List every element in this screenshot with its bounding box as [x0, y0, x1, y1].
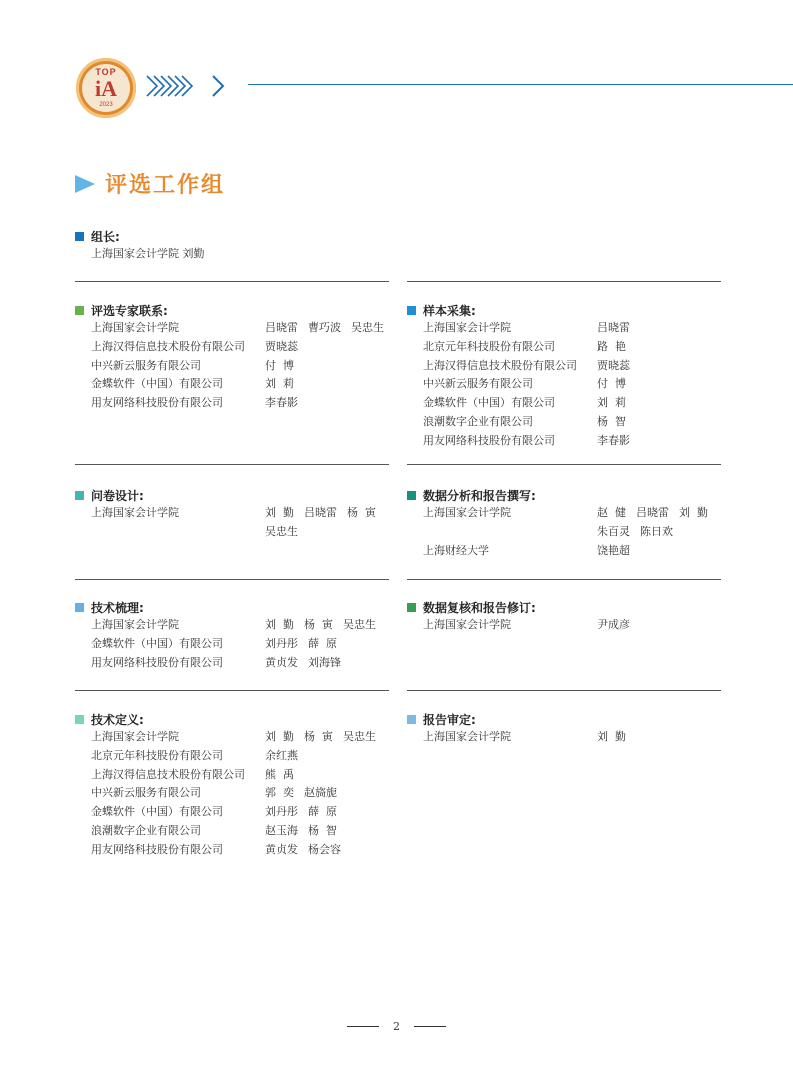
divider — [407, 579, 721, 580]
organization-name: 上海国家会计学院 — [423, 618, 511, 631]
organization-name: 用友网络科技股份有限公司 — [423, 433, 555, 447]
section-s7 — [75, 710, 386, 860]
section-square-icon — [407, 306, 416, 315]
member-row — [75, 803, 386, 822]
organization-name: 金蝶软件（中国）有限公司 — [91, 636, 223, 650]
section-square-icon — [75, 603, 84, 612]
logo-ia-text: iA — [95, 76, 117, 101]
member-names — [265, 841, 351, 860]
member-names — [265, 766, 304, 785]
member-row — [407, 319, 640, 338]
member-name: 李春影 — [597, 433, 630, 447]
member-row — [407, 542, 718, 561]
section-title: 数据复核和报告修订: — [423, 600, 536, 615]
member-name: 刘 勤 — [265, 618, 294, 631]
top-ia-logo — [76, 58, 136, 118]
member-name: 吕晓雷 — [304, 506, 337, 519]
member-name: 余红燕 — [265, 748, 298, 762]
member-names — [597, 357, 640, 376]
member-row — [75, 747, 386, 766]
member-names — [265, 784, 347, 803]
member-names — [265, 635, 347, 654]
organization-name: 上海财经大学 — [423, 543, 489, 557]
member-row — [407, 504, 718, 523]
member-name: 陈日欢 — [640, 524, 673, 538]
organization-name: 用友网络科技股份有限公司 — [91, 396, 223, 410]
member-name: 李春影 — [265, 396, 298, 410]
member-name: 杨会容 — [308, 842, 341, 856]
member-row — [407, 394, 640, 413]
member-row — [75, 319, 394, 338]
organization-name: 上海国家会计学院 — [91, 730, 179, 743]
member-name: 吕晓雷 — [636, 506, 669, 519]
member-names — [265, 338, 308, 357]
section-title: 问卷设计: — [91, 488, 144, 503]
header-rule — [248, 84, 793, 85]
organization-name: 上海国家会计学院 — [91, 618, 179, 631]
member-row — [407, 432, 640, 451]
member-names — [265, 319, 394, 338]
member-row — [75, 504, 386, 523]
member-name: 刘 勤 — [597, 730, 626, 743]
member-name: 刘 勤 — [265, 730, 294, 743]
member-row — [75, 357, 394, 376]
member-names — [265, 747, 308, 766]
member-name: 熊 禹 — [265, 767, 294, 781]
leader-text: 上海国家会计学院 刘勤 — [91, 247, 205, 260]
organization-name: 金蝶软件（中国）有限公司 — [91, 377, 223, 391]
member-name: 朱百灵 — [597, 524, 630, 538]
member-name: 薛 原 — [308, 805, 337, 819]
member-names — [597, 375, 636, 394]
member-name: 刘 勤 — [265, 506, 294, 519]
section-title: 评选工作组 — [105, 173, 226, 198]
member-row — [407, 523, 718, 542]
member-name: 薛 原 — [308, 636, 337, 650]
member-name: 吴忠生 — [351, 321, 384, 334]
member-names — [265, 654, 351, 673]
section-s3 — [75, 486, 386, 542]
member-row — [407, 338, 640, 357]
member-name: 吕晓雷 — [265, 321, 298, 334]
leader-block — [75, 227, 205, 264]
member-name: 刘海锋 — [308, 655, 341, 669]
member-name: 吴忠生 — [265, 524, 298, 538]
organization-name: 北京元年科技股份有限公司 — [91, 748, 223, 762]
member-name: 刘丹彤 — [265, 636, 298, 650]
member-name: 付 博 — [597, 377, 626, 391]
organization-name: 浪潮数字企业有限公司 — [91, 823, 201, 837]
member-names — [265, 504, 386, 523]
divider — [407, 464, 721, 465]
organization-name: 上海汉得信息技术股份有限公司 — [423, 358, 577, 372]
member-name: 刘 莉 — [265, 377, 294, 391]
member-names — [597, 728, 636, 747]
member-name: 刘 勤 — [679, 506, 708, 519]
member-names — [265, 803, 347, 822]
member-name: 黄贞发 — [265, 842, 298, 856]
organization-name: 上海汉得信息技术股份有限公司 — [91, 767, 245, 781]
member-name: 杨 寅 — [347, 506, 376, 519]
divider — [75, 281, 389, 282]
member-row — [75, 728, 386, 747]
leader-title: 组长: — [91, 229, 120, 244]
organization-name: 上海国家会计学院 — [91, 506, 179, 519]
organization-name — [91, 523, 265, 542]
member-name: 杨 智 — [597, 414, 626, 428]
page-header — [0, 0, 793, 130]
section-title: 技术梳理: — [91, 600, 144, 615]
member-row — [75, 822, 386, 841]
organization-name: 上海汉得信息技术股份有限公司 — [91, 339, 245, 353]
member-name: 黄贞发 — [265, 655, 298, 669]
chevron-arrows-icon — [145, 72, 235, 100]
organization-name: 中兴新云服务有限公司 — [423, 377, 533, 391]
member-row — [407, 616, 640, 635]
section-square-icon — [75, 491, 84, 500]
member-name: 杨 智 — [308, 823, 337, 837]
member-name: 吴忠生 — [343, 618, 376, 631]
section-s8 — [407, 710, 636, 747]
organization-name: 上海国家会计学院 — [423, 506, 511, 519]
divider — [407, 690, 721, 691]
section-heading — [75, 168, 225, 199]
member-row — [75, 375, 394, 394]
member-name: 贾晓蕊 — [597, 358, 630, 372]
section-s1 — [75, 301, 394, 413]
organization-name: 上海国家会计学院 — [423, 730, 511, 743]
member-row — [407, 413, 640, 432]
member-row — [75, 394, 394, 413]
member-names — [597, 616, 640, 635]
section-title: 评选专家联系: — [91, 303, 168, 318]
member-names — [597, 413, 636, 432]
member-row — [75, 841, 386, 860]
logo-top-text: TOP — [95, 67, 117, 77]
logo-year-text: 2023 — [99, 102, 113, 108]
section-title: 样本采集: — [423, 303, 476, 318]
member-names — [597, 432, 640, 451]
member-name: 杨 寅 — [304, 618, 333, 631]
section-s5 — [75, 598, 386, 672]
member-name: 刘丹彤 — [265, 805, 298, 819]
member-names — [597, 338, 636, 357]
member-names — [597, 504, 718, 523]
member-names — [265, 616, 386, 635]
member-name: 赵玉海 — [265, 823, 298, 837]
page-number: 2 — [393, 1020, 400, 1033]
member-row — [407, 728, 636, 747]
organization-name: 上海国家会计学院 — [91, 321, 179, 334]
member-row — [75, 523, 386, 542]
member-name: 尹成彦 — [597, 618, 630, 631]
triangle-arrow-icon — [75, 175, 95, 193]
member-name: 饶艳超 — [597, 543, 630, 557]
member-row — [75, 635, 386, 654]
organization-name: 用友网络科技股份有限公司 — [91, 842, 223, 856]
member-name: 吕晓雷 — [597, 321, 630, 334]
member-row — [75, 338, 394, 357]
section-s4 — [407, 486, 718, 560]
member-name: 郭 奕 — [265, 786, 294, 800]
member-name: 贾晓蕊 — [265, 339, 298, 353]
member-name: 刘 莉 — [597, 396, 626, 410]
divider — [75, 690, 389, 691]
member-row — [407, 375, 640, 394]
member-name: 路 艳 — [597, 339, 626, 353]
organization-name — [423, 523, 597, 542]
section-square-icon — [407, 603, 416, 612]
member-name: 赵 健 — [597, 506, 626, 519]
organization-name: 浪潮数字企业有限公司 — [423, 414, 533, 428]
member-names — [265, 822, 347, 841]
member-names — [265, 523, 308, 542]
blue-square-icon — [75, 232, 84, 241]
member-names — [265, 375, 304, 394]
member-names — [597, 394, 636, 413]
member-names — [597, 319, 640, 338]
section-square-icon — [75, 715, 84, 724]
divider — [75, 579, 389, 580]
section-square-icon — [407, 715, 416, 724]
page-footer — [0, 1020, 793, 1033]
member-row — [75, 654, 386, 673]
organization-name: 金蝶软件（中国）有限公司 — [91, 805, 223, 819]
member-name: 杨 寅 — [304, 730, 333, 743]
footer-dash — [414, 1026, 446, 1027]
member-name: 曹巧波 — [308, 321, 341, 334]
member-name: 赵旖旎 — [304, 786, 337, 800]
footer-dash — [347, 1026, 379, 1027]
organization-name: 用友网络科技股份有限公司 — [91, 655, 223, 669]
member-name: 吴忠生 — [343, 730, 376, 743]
section-s2 — [407, 301, 640, 451]
divider — [75, 464, 389, 465]
divider — [407, 281, 721, 282]
section-s6 — [407, 598, 640, 635]
organization-name: 中兴新云服务有限公司 — [91, 358, 201, 372]
member-name: 付 博 — [265, 358, 294, 372]
member-row — [75, 616, 386, 635]
member-names — [265, 357, 304, 376]
organization-name: 中兴新云服务有限公司 — [91, 786, 201, 800]
section-title: 技术定义: — [91, 712, 144, 727]
section-square-icon — [407, 491, 416, 500]
member-row — [75, 766, 386, 785]
member-row — [75, 784, 386, 803]
section-square-icon — [75, 306, 84, 315]
member-names — [265, 394, 308, 413]
section-title: 数据分析和报告撰写: — [423, 488, 536, 503]
member-names — [265, 728, 386, 747]
member-names — [597, 523, 683, 542]
organization-name: 金蝶软件（中国）有限公司 — [423, 396, 555, 410]
section-title: 报告审定: — [423, 712, 476, 727]
member-names — [597, 542, 640, 561]
organization-name: 上海国家会计学院 — [423, 321, 511, 334]
organization-name: 北京元年科技股份有限公司 — [423, 339, 555, 353]
member-row — [407, 357, 640, 376]
